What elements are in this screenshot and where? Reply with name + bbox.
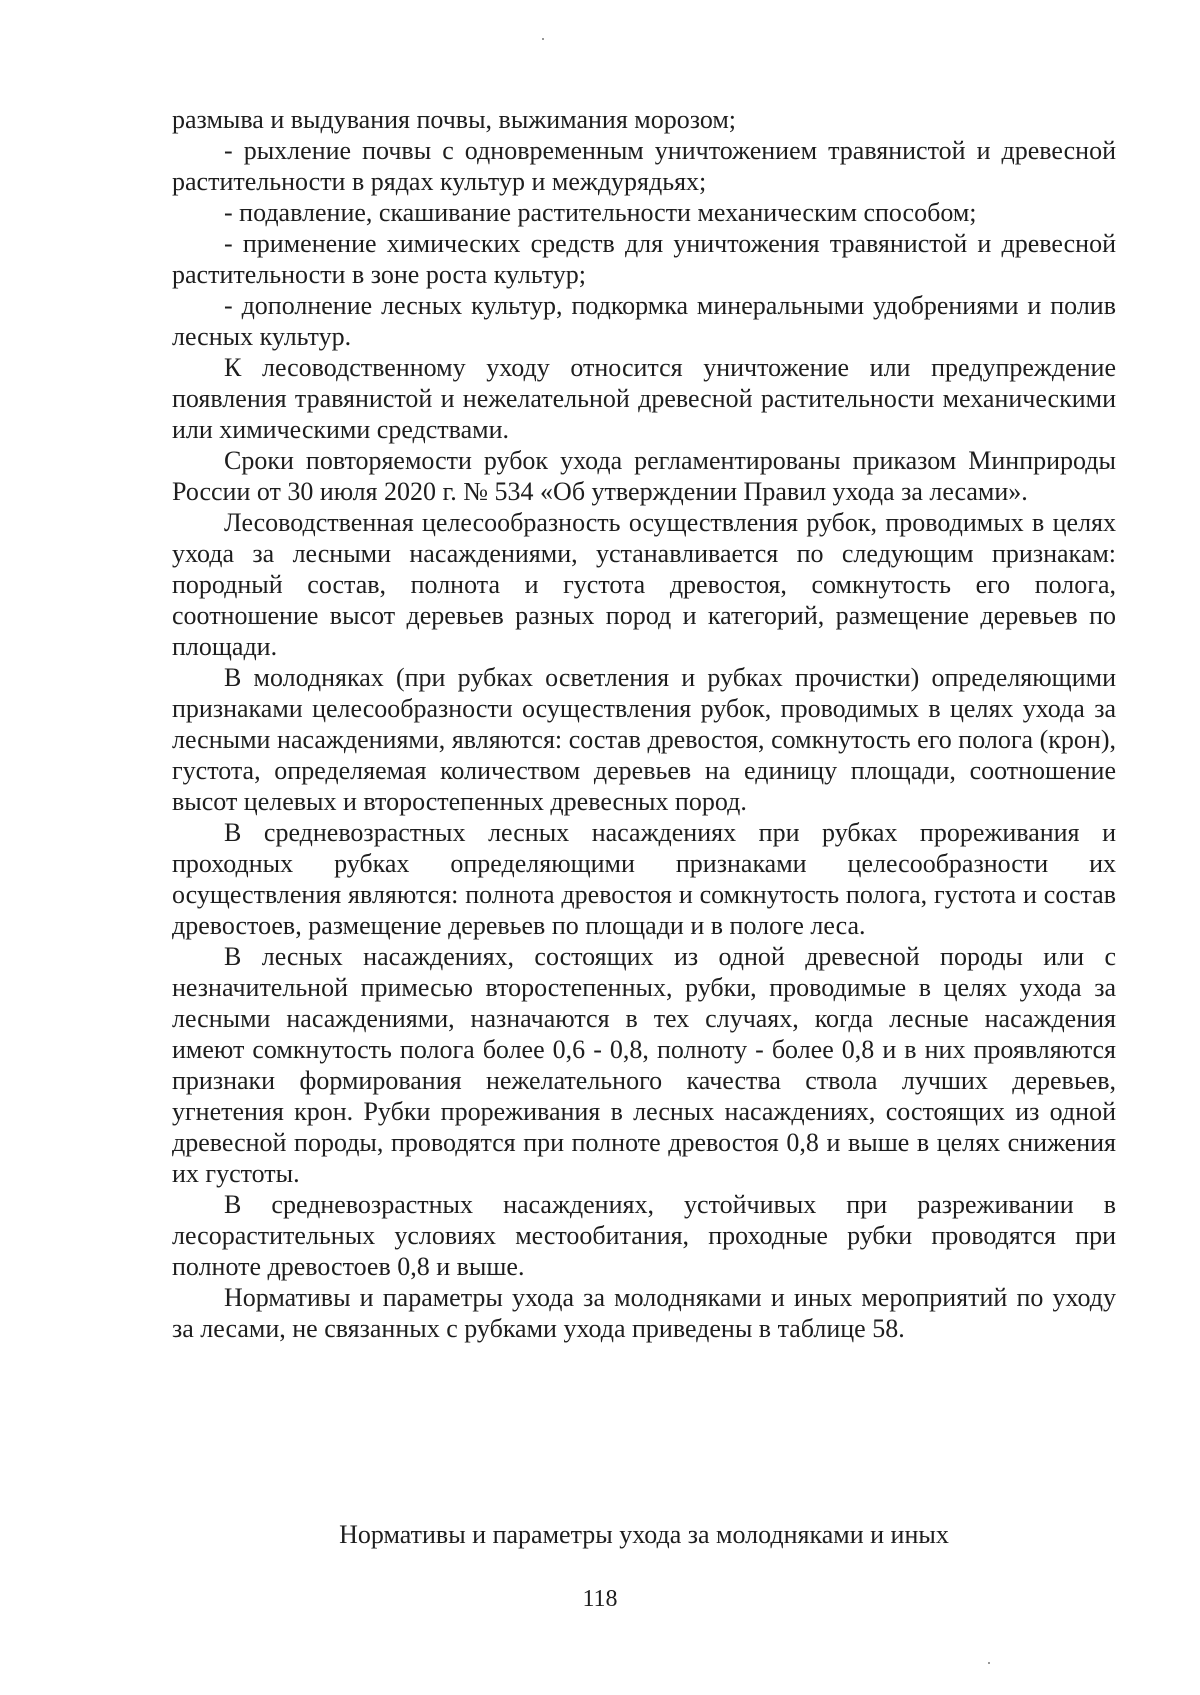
paragraph-list-item: - подавление, скашивание растительности механическим способом;: [224, 198, 977, 227]
paragraph: К лесоводственному уходу относится уничтожение или предупреждение появления травянистой и нежелательной древесной растительности механическими или химическими средствами.: [172, 353, 1116, 444]
paragraph: В средневозрастных лесных насаждениях при рубках прореживания и проходных рубках определяющими признаками целесообразности их осуществления являются: полнота древостоя и сомкнутость полога, густота и состав древостоев, размещение деревьев по площади и в пологе леса.: [172, 818, 1116, 940]
page-number: 118: [582, 1586, 618, 1612]
paragraph-continuation: размыва и выдувания почвы, выжимания морозом;: [172, 105, 737, 134]
paragraph: Нормативы и параметры ухода за молодняками и иных мероприятий по уходу за лесами, не связанных с рубками ухода приведены в таблице 58.: [172, 1283, 1116, 1343]
paragraph-list-item: - рыхление почвы с одновременным уничтожением травянистой и древесной растительности в рядах культур и междурядьях;: [172, 136, 1116, 196]
paragraph: В средневозрастных насаждениях, устойчивых при разреживании в лесорастительных условиях местообитания, проходные рубки проводятся при полноте древостоев 0,8 и выше.: [172, 1190, 1116, 1281]
scan-artifact-dot: [988, 1662, 990, 1664]
paragraph: В лесных насаждениях, состоящих из одной древесной породы или с незначительной примесью второстепенных, рубки, проводимые в целях ухода за лесными насаждениями, назначаются в тех случаях, когда лесные насаждения имеют сомкнутость полога более 0,6 - 0,8, полноту - более 0,8 и в них проявляются признаки формирования нежелательного качества ствола лучших деревьев, угнетения крон. Рубки прореживания в лесных насаждениях, состоящих из одной древесной породы, проводятся при полноте древостоя 0,8 и выше в целях снижения их густоты.: [172, 942, 1116, 1188]
paragraph: Лесоводственная целесообразность осуществления рубок, проводимых в целях ухода за лесными насаждениями, устанавливается по следующим признакам: породный состав, полнота и густота древостоя, сомкнутость его полога, соотношение высот деревьев разных пород и категорий, размещение деревьев по площади.: [172, 508, 1116, 661]
paragraph-list-item: - дополнение лесных культур, подкормка минеральными удобрениями и полив лесных культур.: [172, 291, 1116, 351]
table-title: Нормативы и параметры ухода за молодняками и иных: [339, 1520, 949, 1549]
document-body: [172, 104, 1116, 1344]
paragraph: В молодняках (при рубках осветления и рубках прочистки) определяющими признаками целесообразности осуществления рубок, проводимых в целях ухода за лесными насаждениями, являются: состав древостоя, сомкнутость его полога (крон), густота, определяемая количеством деревьев на единицу площади, соотношение высот целевых и второстепенных древесных пород.: [172, 663, 1116, 816]
scan-artifact-dot: [542, 38, 544, 40]
paragraph: Сроки повторяемости рубок ухода регламентированы приказом Минприроды России от 30 июля 2020 г. № 534 «Об утверждении Правил ухода за лесами».: [172, 446, 1116, 506]
paragraph-list-item: - применение химических средств для уничтожения травянистой и древесной растительности в зоне роста культур;: [172, 229, 1116, 289]
